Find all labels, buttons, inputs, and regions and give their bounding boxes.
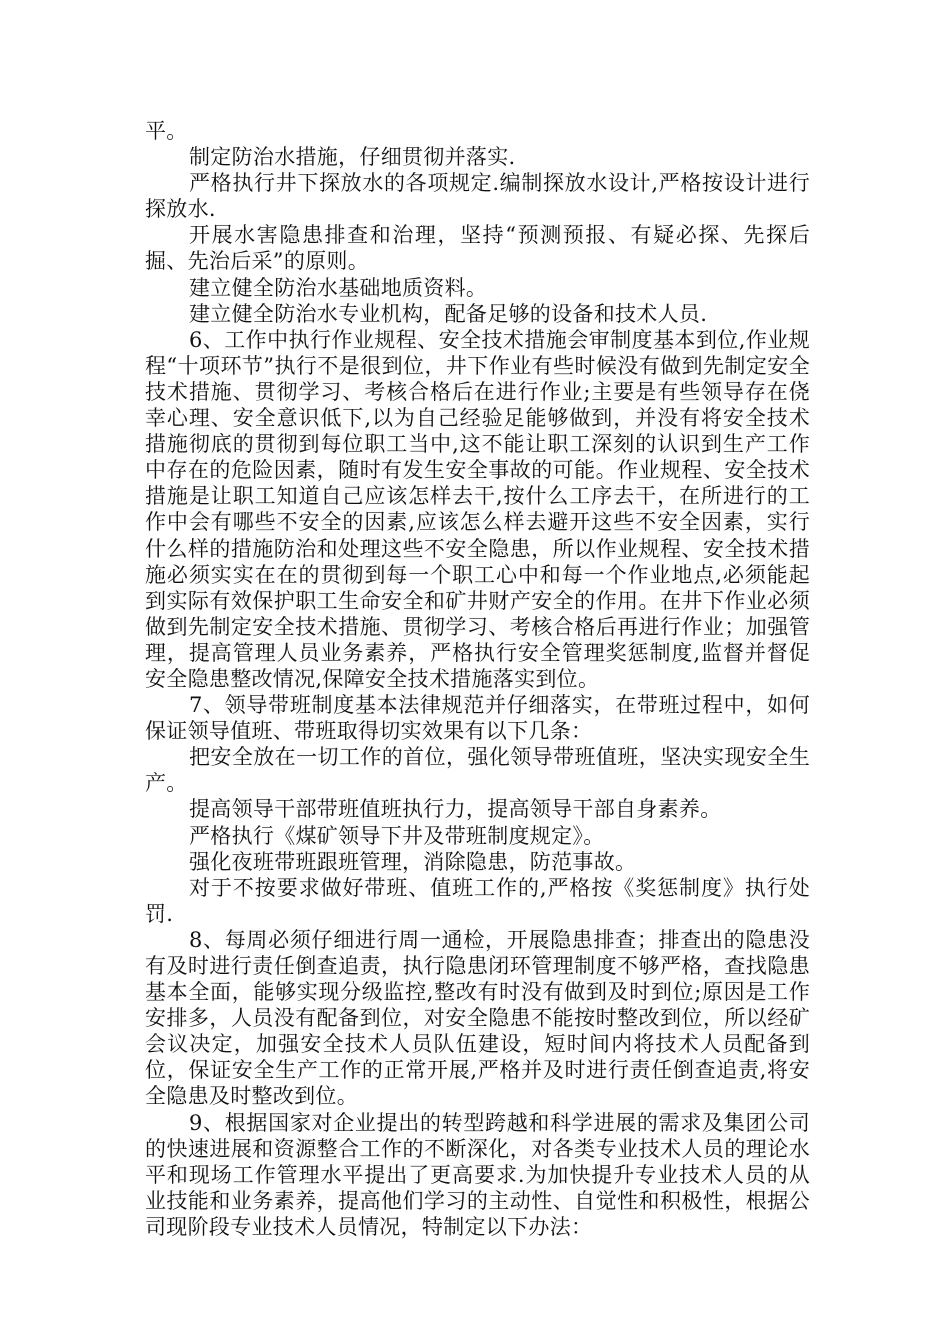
paragraph: 8、每周必须仔细进行周一通检，开展隐患排查；排查出的隐患没有及时进行责任倒查追责，执行隐患闭环管理制度不够严格，查找隐患基本全面，能够实现分级监控,整改有时没有做到及时到位;原因是工作安排多，人员没有配备到位，对安全隐患不能按时整改到位，所以经矿会议决定，加强安全技术人员队伍建设，短时间内将技术人员配备到位，保证安全生产工作的正常开展,严格并及时进行责任倒查追责,将安全隐患及时整改到位。 — [145, 927, 810, 1109]
paragraph: 开展水害隐患排查和治理，坚持“预测预报、有疑必探、先探后掘、先治后采”的原则。 — [145, 223, 810, 274]
paragraph: 强化夜班带班跟班管理，消除隐患，防范事故。 — [189, 849, 637, 874]
paragraph: 制定防治水措施，仔细贯彻并落实. — [189, 145, 516, 170]
paragraph: 把安全放在一切工作的首位，强化领导带班值班，坚决实现安全生产。 — [145, 745, 810, 796]
paragraph: 建立健全防治水基础地质资料。 — [189, 275, 488, 300]
paragraph: 平。 — [145, 119, 188, 143]
paragraph: 严格执行《煤矿领导下井及带班制度规定》。 — [189, 823, 605, 848]
paragraph: 6、工作中执行作业规程、安全技术措施会审制度基本到位,作业规程“十项环节”执行不是很到位，井下作业有些时候没有做到先制定安全技术措施、贯彻学习、考核合格后在进行作业;主要是有些领导存在侥幸心理、安全意识低下,以为自己经验足能够做到，并没有将安全技术措施彻底的贯彻到每位职工当中,这不能让职工深刻的认识到生产工作中存在的危险因素，随时有发生安全事故的可能。作业规程、安全技术措施是让职工知道自己应该怎样去干,按什么工序去干，在所进行的工作中会有哪些不安全的因素,应该怎么样去避开这些不安全因素，实行什么样的措施防治和处理这些不安全隐患，所以作业规程、安全技术措施必须实实在在的贯彻到每一个职工心中和每一个作业地点,必须能起到实际有效保护职工生命安全和矿井财产安全的作用。在井下作业必须做到先制定安全技术措施、贯彻学习、考核合格后再进行作业；加强管理，提高管理人员业务素养，严格执行安全管理奖惩制度,监督并督促安全隐患整改情况,保障安全技术措施落实到位。 — [145, 327, 810, 691]
paragraph: 9、根据国家对企业提出的转型跨越和科学进展的需求及集团公司的快速进展和资源整合工作的不断深化，对各类专业技术人员的理论水平和现场工作管理水平提出了更高要求.为加快提升专业技术人员的从业技能和业务素养，提高他们学习的主动性、自觉性和积极性，根据公司现阶段专业技术人员情况，特制定以下办法： — [145, 1110, 810, 1239]
paragraph: 严格执行井下探放水的各项规定.编制探放水设计,严格按设计进行探放水. — [145, 171, 810, 222]
paragraph: 提高领导干部带班值班执行力，提高领导干部自身素养。 — [189, 797, 722, 822]
paragraph: 对于不按要求做好带班、值班工作的,严格按《奖惩制度》执行处罚. — [145, 875, 810, 926]
paragraph: 建立健全防治水专业机构，配备足够的设备和技术人员. — [189, 301, 708, 326]
paragraph: 7、领导带班制度基本法律规范并仔细落实，在带班过程中，如何保证领导值班、带班取得切实效果有以下几条： — [145, 693, 810, 744]
document-page — [145, 118, 810, 1240]
